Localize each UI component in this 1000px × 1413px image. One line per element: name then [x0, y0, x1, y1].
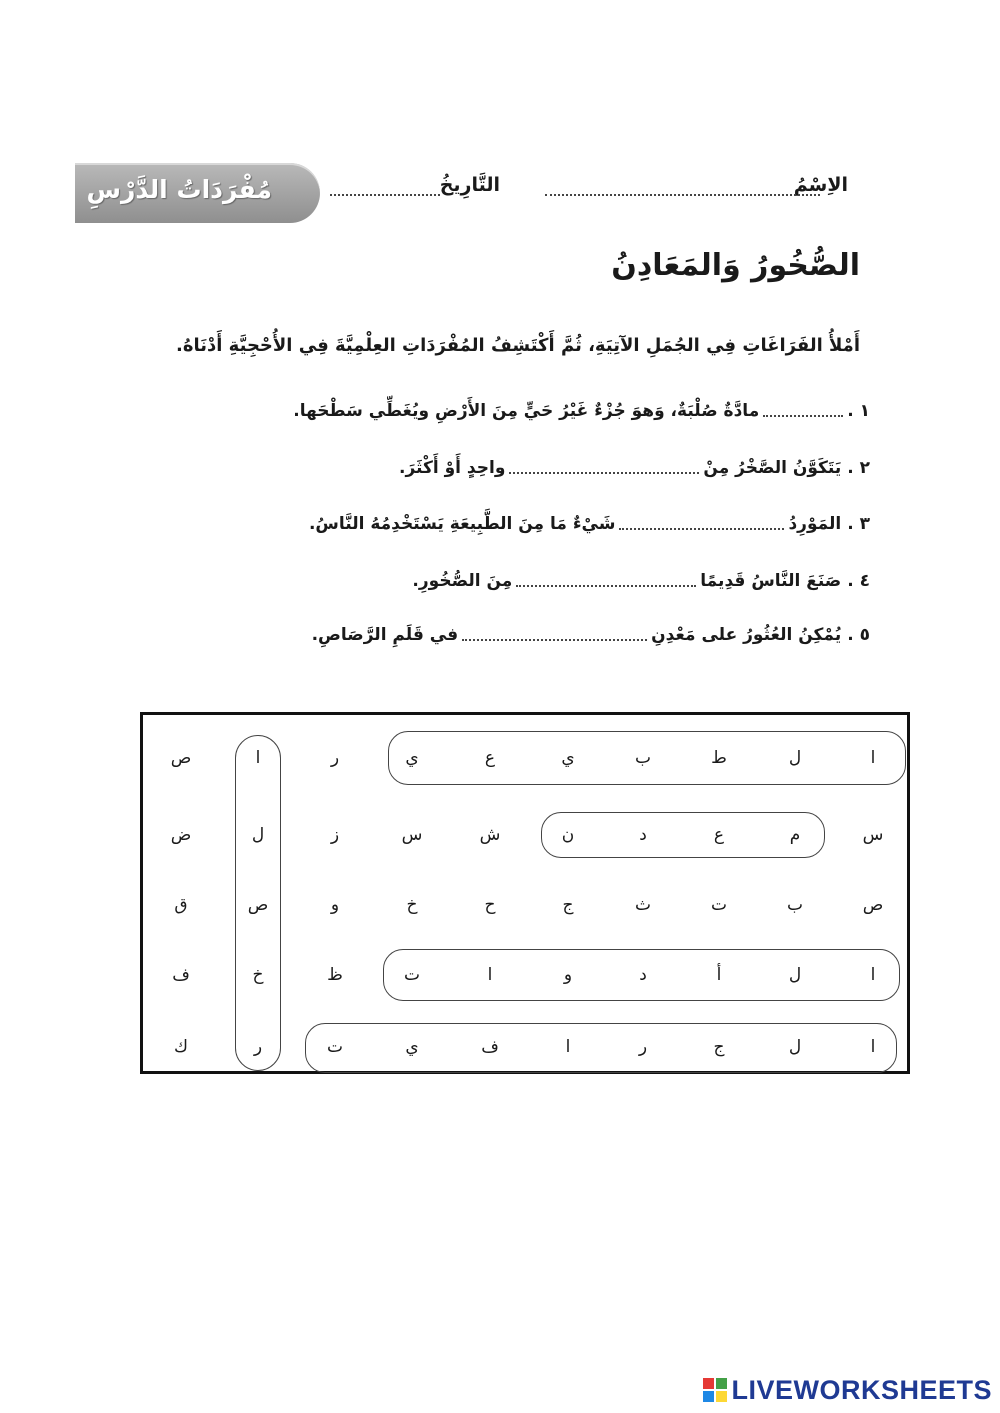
answer-blank-1[interactable] [763, 415, 843, 417]
letter-cell[interactable]: ل [788, 1037, 802, 1057]
logo-icon [703, 1378, 727, 1402]
letter-cell[interactable]: ت [326, 1037, 343, 1057]
question-number: ١ . [847, 401, 870, 421]
letter-cell[interactable]: خ [406, 895, 418, 915]
question-text-after: مِنَ الصُّخُورِ. [412, 571, 513, 591]
instruction-text: أَمْلأُ الفَرَاغَاتِ فِي الجُمَلِ الآتِيَةِ، ثُمَّ أَكْتَشِفُ المُفْرَدَاتِ العِلْمِيَّةَ فِي الأُحْجِيَّةِ أَدْنَاهُ. [176, 335, 860, 356]
question-number: ٣ . [847, 514, 870, 534]
question-text: مادَّةٌ صُلْبَةٌ، وَهوَ جُزْءٌ غَيْرُ حَيٍّ مِنَ الأَرْضِ ويُغَطِّي سَطْحَها. [293, 401, 760, 421]
logo-text: LIVEWORKSHEETS [731, 1374, 992, 1405]
letter-cell[interactable]: ق [174, 895, 188, 915]
question-1 [293, 393, 870, 423]
logo-square-blue [703, 1391, 714, 1402]
lesson-title: الصُّخُورُ وَالمَعَادِنُ [611, 248, 860, 283]
logo-square-yellow [716, 1391, 727, 1402]
letter-cell[interactable]: ض [170, 825, 192, 845]
answer-blank-4[interactable] [516, 585, 696, 587]
answer-blank-3[interactable] [619, 528, 784, 530]
letter-cell[interactable]: أ [716, 965, 722, 985]
liveworksheets-logo [703, 1375, 992, 1405]
letter-cell[interactable]: ط [711, 748, 727, 768]
question-number: ٥ . [847, 625, 870, 645]
question-text-after: شَيْءٌ مَا مِنَ الطَّبِيعَةِ يَسْتَخْدِمُهُ النَّاسُ. [308, 514, 616, 534]
letter-cell[interactable]: ب [786, 895, 803, 915]
letter-cell[interactable]: ص [170, 748, 192, 768]
question-number: ٢ . [847, 458, 870, 478]
letter-cell[interactable]: ظ [327, 965, 343, 985]
question-text-before: يَتَكَوَّنُ الصَّخْرُ مِنْ [703, 458, 842, 478]
question-3 [309, 506, 870, 536]
question-2 [399, 450, 870, 480]
letter-cell[interactable]: ي [561, 748, 575, 768]
letter-cell[interactable]: ف [481, 1037, 499, 1057]
answer-blank-2[interactable] [509, 472, 699, 474]
letter-cell[interactable]: ر [253, 1037, 263, 1057]
letter-cell[interactable]: ل [788, 965, 802, 985]
letter-cell[interactable]: و [563, 965, 573, 985]
letter-cell[interactable]: ج [713, 1037, 725, 1057]
letter-cell[interactable]: ا [870, 965, 876, 985]
letter-cell[interactable]: ت [710, 895, 727, 915]
letter-cell[interactable]: ي [405, 748, 419, 768]
question-text-after: في قَلَمِ الرَّصَاصِ. [311, 625, 459, 645]
logo-square-green [716, 1378, 727, 1389]
letter-cell[interactable]: ص [862, 895, 884, 915]
letter-cell[interactable]: ف [172, 965, 190, 985]
letter-cell[interactable]: ز [330, 825, 340, 845]
letter-cell[interactable]: ث [634, 895, 651, 915]
question-4 [412, 563, 870, 593]
letter-cell[interactable]: ا [565, 1037, 571, 1057]
letter-cell[interactable]: ا [870, 748, 876, 768]
letter-cell[interactable]: ن [561, 825, 575, 845]
letter-cell[interactable]: ا [870, 1037, 876, 1057]
lesson-vocabulary-banner [75, 163, 320, 223]
letter-cell[interactable]: ك [173, 1037, 188, 1057]
name-label: الاِسْمُ [793, 174, 848, 196]
letter-cell[interactable]: ا [255, 748, 261, 768]
letter-cell[interactable]: ت [403, 965, 420, 985]
word-search-grid [140, 712, 910, 1074]
letter-cell[interactable]: ر [330, 748, 340, 768]
logo-square-red [703, 1378, 714, 1389]
name-field[interactable] [545, 194, 820, 196]
question-text-before: يُمْكِنُ العُثُورُ على مَعْدِنِ [651, 625, 842, 645]
letter-cell[interactable]: ش [479, 825, 501, 845]
question-text-after: واحِدٍ أَوْ أَكْثَرَ. [399, 458, 506, 478]
question-text-before: المَوْرِدُ [788, 514, 842, 534]
letter-cell[interactable]: و [330, 895, 340, 915]
letter-cell[interactable]: م [789, 825, 801, 845]
letter-cell[interactable]: ح [484, 895, 496, 915]
letter-cell[interactable]: ا [487, 965, 493, 985]
letter-cell[interactable]: د [639, 825, 647, 845]
letter-cell[interactable]: ر [638, 1037, 648, 1057]
letter-cell[interactable]: ع [484, 748, 496, 768]
date-field[interactable] [330, 194, 440, 196]
answer-blank-5[interactable] [462, 639, 647, 641]
letter-cell[interactable]: ع [713, 825, 725, 845]
letter-cell[interactable]: خ [252, 965, 264, 985]
question-number: ٤ . [847, 571, 870, 591]
letter-cell[interactable]: ب [634, 748, 651, 768]
letter-cell[interactable]: ي [405, 1037, 419, 1057]
letter-cell[interactable]: د [639, 965, 647, 985]
letter-cell[interactable]: ل [788, 748, 802, 768]
question-text-before: صَنَعَ النَّاسُ قَدِيمًا [700, 571, 842, 591]
question-5 [312, 617, 870, 647]
letter-cell[interactable]: س [862, 825, 884, 845]
letter-cell[interactable]: ج [562, 895, 574, 915]
letter-cell[interactable]: ل [251, 825, 265, 845]
letter-cell[interactable]: ص [247, 895, 269, 915]
date-label: التَّارِيخُ [439, 174, 500, 196]
letter-cell[interactable]: س [401, 825, 423, 845]
banner-title: مُفْرَدَاتُ الدَّرْسِ [86, 175, 272, 204]
